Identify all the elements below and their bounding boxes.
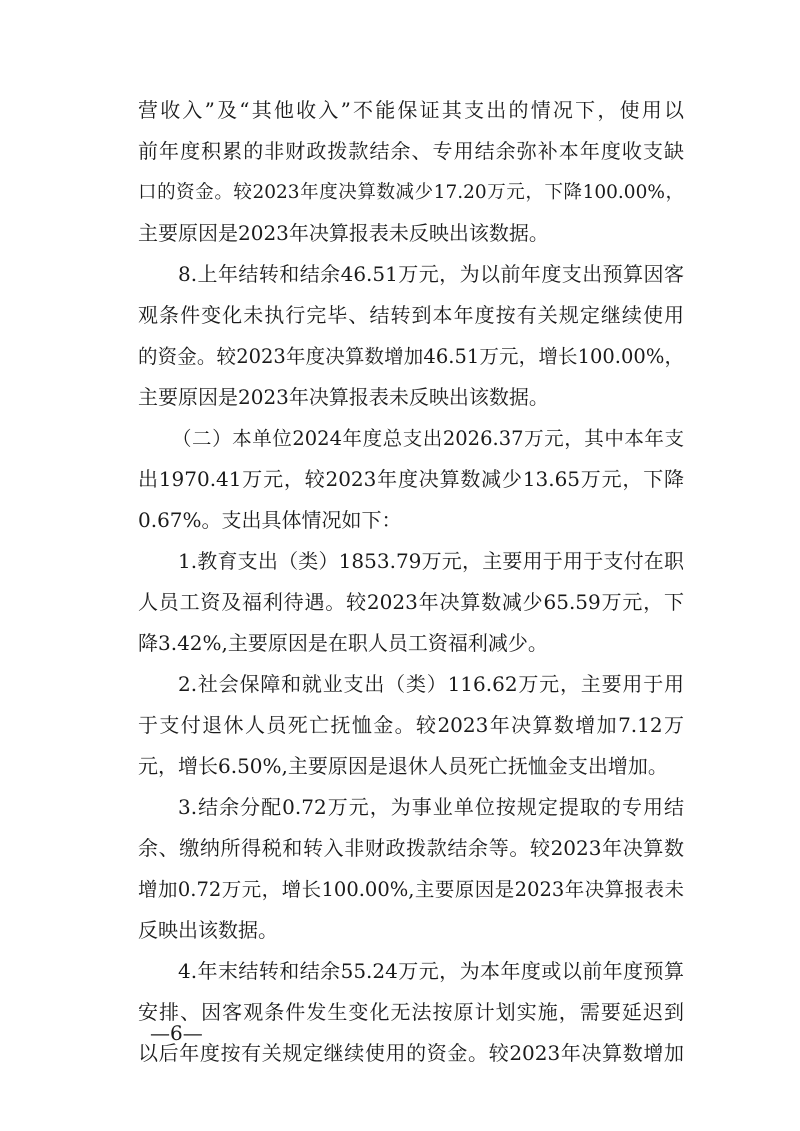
text-line: 2.社会保障和就业支出（类）116.62万元，主要用于用 [178, 672, 684, 696]
paragraph-continued [138, 90, 684, 254]
text-line: 4.年末结转和结余55.24万元，为本年度或以前年度预算 [178, 959, 684, 983]
paragraph-expense-4 [138, 951, 684, 1074]
text-line: 于支付退休人员死亡抚恤金。较2023年决算数增加7.12万 [138, 713, 684, 737]
text-line: 以后年度按有关规定继续使用的资金。较2023年决算数增加 [138, 1041, 684, 1065]
text-line: 营收入”及“其他收入”不能保证其支出的情况下，使用以 [138, 98, 684, 122]
text-line: 出1970.41万元，较2023年度决算数减少13.65万元，下降 [138, 467, 684, 491]
page-number: —6— [150, 1021, 203, 1045]
text-line: 安排、因客观条件发生变化无法按原计划实施，需要延迟到 [138, 1000, 684, 1024]
paragraph-expense-1 [138, 541, 684, 664]
document-body [138, 90, 684, 1074]
text-line: 观条件变化未执行完毕、结转到本年度按有关规定继续使用 [138, 303, 684, 327]
text-line: 元，增长6.50%,主要原因是退休人员死亡抚恤金支出增加。 [138, 754, 668, 778]
paragraph-expense-3 [138, 787, 684, 951]
text-line: 增加0.72万元，增长100.00%,主要原因是2023年决算报表未 [138, 878, 684, 901]
text-line: 1.教育支出（类）1853.79万元，主要用于用于支付在职 [178, 549, 684, 573]
paragraph-item-8 [138, 254, 684, 418]
text-line: （二）本单位2024年度总支出2026.37万元，其中本年支 [172, 427, 684, 450]
text-line: 余、缴纳所得税和转入非财政拨款结余等。较2023年决算数 [138, 836, 684, 860]
text-line: 主要原因是2023年决算报表未反映出该数据。 [138, 221, 549, 245]
paragraph-expense-2 [138, 664, 684, 787]
text-line: 降3.42%,主要原因是在职人员工资福利减少。 [138, 631, 548, 655]
text-line: 主要原因是2023年决算报表未反映出该数据。 [138, 385, 549, 409]
text-line: 0.67%。支出具体情况如下： [138, 508, 402, 532]
text-line: 反映出该数据。 [138, 918, 278, 942]
paragraph-section-2 [138, 418, 684, 541]
text-line: 3.结余分配0.72万元，为事业单位按规定提取的专用结 [178, 795, 684, 819]
text-line: 口的资金。较2023年度决算数减少17.20万元，下降100.00%， [138, 182, 684, 203]
text-line: 人员工资及福利待遇。较2023年决算数减少65.59万元，下 [138, 590, 684, 614]
text-line: 8.上年结转和结余46.51万元，为以前年度支出预算因客 [178, 262, 684, 286]
text-line: 的资金。较2023年度决算数增加46.51万元，增长100.00%， [138, 345, 684, 368]
text-line: 前年度积累的非财政拨款结余、专用结余弥补本年度收支缺 [138, 139, 684, 163]
